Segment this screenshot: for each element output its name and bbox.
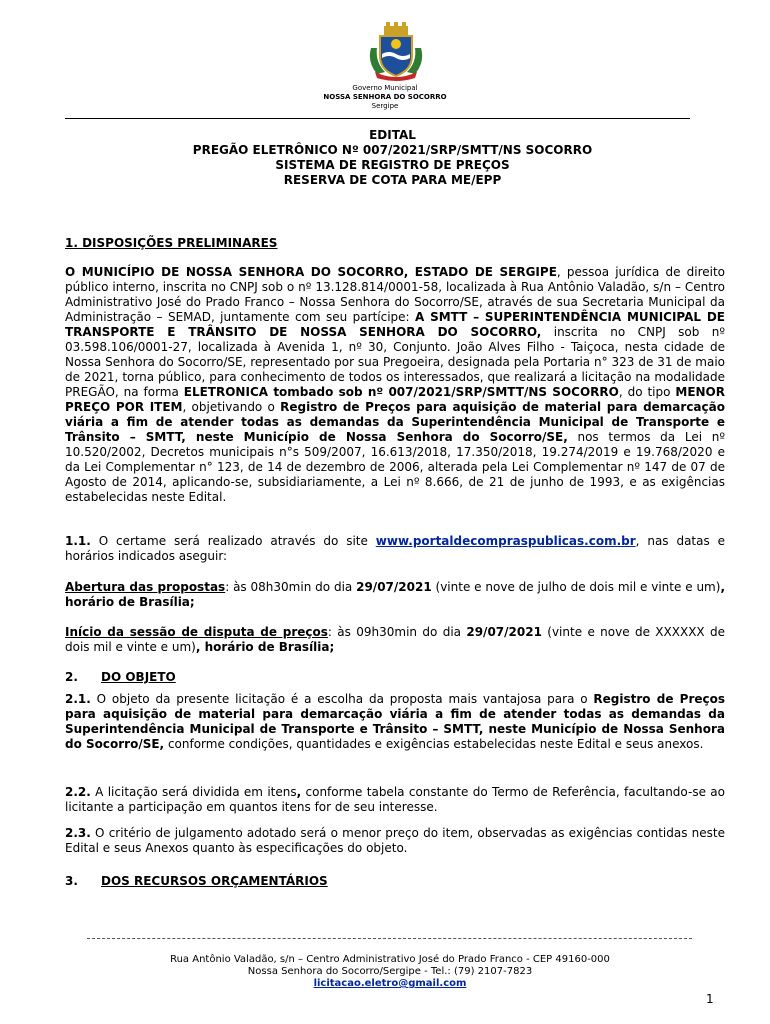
section-1-heading: 1. DISPOSIÇÕES PRELIMINARES bbox=[65, 236, 278, 250]
clause-number: 2.1. bbox=[65, 692, 91, 706]
text-run: O critério de julgamento adotado será o menor preço do item, observadas as exigências contidas neste Edital e seus Anexos quanto às especificações do objeto. bbox=[65, 826, 725, 855]
section-title: DOS RECURSOS ORÇAMENTÁRIOS bbox=[101, 874, 328, 888]
portal-link[interactable]: www.portaldecompraspublicas.com.br bbox=[375, 534, 636, 548]
text-run: (vinte e nove de julho de dois mil e vinte e um) bbox=[431, 580, 721, 594]
title-sistema: SISTEMA DE REGISTRO DE PREÇOS bbox=[275, 158, 510, 172]
page-number: 1 bbox=[706, 992, 714, 1006]
text-run: Registro de Preços para aquisição de material para demarcação viária a fim de atender todas as demandas da Superintendência Municipal de Transporte e Trânsito – SMTT, neste Município de Nossa Senhora do Socorro/SE, bbox=[65, 692, 726, 751]
section-2-heading bbox=[65, 670, 176, 685]
paragraph-2-2 bbox=[65, 785, 725, 815]
preliminary-paragraph bbox=[65, 265, 725, 505]
objective-bold: Registro de Preços para aquisição de material para demarcação viária a fim de atender todas as demandas da Superintendência Municipal de Transporte e Trânsito – SMTT, neste Município de Nossa Senhora do Socorro/SE, bbox=[65, 400, 725, 444]
text-run: , do tipo bbox=[618, 385, 676, 399]
opening-label: Abertura das propostas bbox=[65, 580, 226, 594]
footer-email-link[interactable]: licitacao.eletro@gmail.com bbox=[313, 978, 467, 989]
paragraph-2-3 bbox=[65, 826, 725, 856]
municipality-bold: O MUNICÍPIO DE NOSSA SENHORA DO SOCORRO, ESTADO DE SERGIPE bbox=[65, 265, 557, 279]
pregao-number-bold: ELETRONICA tombado sob nº 007/2021/SRP/SMTT/NS SOCORRO bbox=[183, 385, 619, 399]
session-date: 29/07/2021 bbox=[466, 625, 542, 639]
text-run: nos termos da Lei nº 10.520/2002, Decretos municipais n°s 509/2007, 16.613/2018, 17.350/2018, 19.274/2019 e 19.768/2020 e da Lei Complementar n° 123, de 14 de dezembro de 2006, alterada pela Lei Complementar nº 147 de 07 de Agosto de 2014, aplicando-se, subsidiariamente, a Lei nº 8.666, de 21 de junho de 1993, e as exigências estabelecidas neste Edital. bbox=[65, 430, 725, 504]
title-pregao: PREGÃO ELETRÔNICO Nº 007/2021/SRP/SMTT/NS SOCORRO bbox=[192, 143, 593, 157]
text-run: , horário de Brasília; bbox=[65, 580, 725, 609]
footer-city-phone: Nossa Senhora do Socorro/Sergipe - Tel.: (79) 2107-7823 bbox=[247, 966, 533, 977]
text-run: inscrita no CNPJ sob nº 03.598.106/0001-27, localizada à Avenida 1, nº 30, Conjunto. João Alves Filho - Taiçoca, nesta cidade de Nossa Senhora do Socorro/SE, representado por sua Pregoeira, designada pela Portaria n° 323 de 31 de maio de 2021, torna público, para conhecimento de todos os interessados, que realizará a licitação na modalidade PREGÃO, na forma bbox=[65, 325, 725, 399]
text-run: O objeto da presente licitação é a escolha da proposta mais vantajosa para o bbox=[90, 692, 594, 706]
text-run: conforme tabela constante do Termo de Referência, facultando-se ao licitante a participação em quantos itens for de seu interesse. bbox=[65, 785, 725, 814]
government-label: Governo Municipal bbox=[352, 84, 418, 92]
text-run: , objetivando o bbox=[182, 400, 281, 414]
header-divider bbox=[65, 118, 690, 119]
text-run: : às 08h30min do dia bbox=[225, 580, 357, 594]
session-label: Início da sessão de disputa de preços bbox=[65, 625, 328, 639]
title-edital: EDITAL bbox=[369, 128, 416, 142]
section-number: 2. bbox=[65, 670, 78, 684]
text-run: , nas datas e horários indicados aseguir: bbox=[65, 534, 725, 563]
session-schedule bbox=[65, 625, 725, 655]
municipality-name: NOSSA SENHORA DO SOCORRO bbox=[323, 93, 447, 101]
section-number: 3. bbox=[65, 874, 78, 888]
text-run: : às 09h30min do dia bbox=[327, 625, 467, 639]
text-run: , horário de Brasília; bbox=[195, 640, 335, 654]
tipo-bold: MENOR PREÇO POR ITEM bbox=[65, 385, 725, 414]
section-title: DO OBJETO bbox=[101, 670, 176, 684]
coat-of-arms-icon bbox=[367, 22, 425, 84]
text-run: A licitação será dividida em itens bbox=[90, 785, 297, 799]
document-titles bbox=[0, 128, 770, 188]
state-name: Sergipe bbox=[371, 102, 399, 110]
clause-number: 2.3. bbox=[65, 826, 91, 840]
opening-date: 29/07/2021 bbox=[356, 580, 432, 594]
section-3-heading bbox=[65, 874, 328, 889]
footer-address: Rua Antônio Valadão, s/n – Centro Administrativo José do Prado Franco - CEP 49160-000 bbox=[170, 954, 610, 965]
paragraph-2-1 bbox=[65, 692, 725, 752]
text-run: conforme condições, quantidades e exigências estabelecidas neste Edital e seus anexos. bbox=[164, 737, 704, 751]
opening-schedule bbox=[65, 580, 725, 610]
footer-divider bbox=[87, 938, 692, 939]
clause-number: 2.2. bbox=[65, 785, 91, 799]
smtt-bold: A SMTT – SUPERINTENDÊNCIA MUNICIPAL DE TRANSPORTE E TRÂNSITO DE NOSSA SENHORA DO SOCORRO, bbox=[65, 310, 725, 339]
text-run: (vinte e nove de XXXXXX de dois mil e vinte e um) bbox=[65, 625, 725, 654]
text-run: O certame será realizado através do site bbox=[90, 534, 376, 548]
clause-number: 1.1. bbox=[65, 534, 91, 548]
text-run: , bbox=[296, 785, 302, 799]
paragraph-1-1 bbox=[65, 534, 725, 564]
title-reserva: RESERVA DE COTA PARA ME/EPP bbox=[283, 173, 502, 187]
text-run: , pessoa jurídica de direito público interno, inscrita no CNPJ sob o nº 13.128.814/0001-58, localizada à Rua Antônio Valadão, s/n – Centro Administrativo José do Prado Franco – Nossa Senhora do Socorro/SE, através de sua Secretaria Municipal da Administração – SEMAD, juntamente com seu partícipe: bbox=[65, 265, 726, 324]
